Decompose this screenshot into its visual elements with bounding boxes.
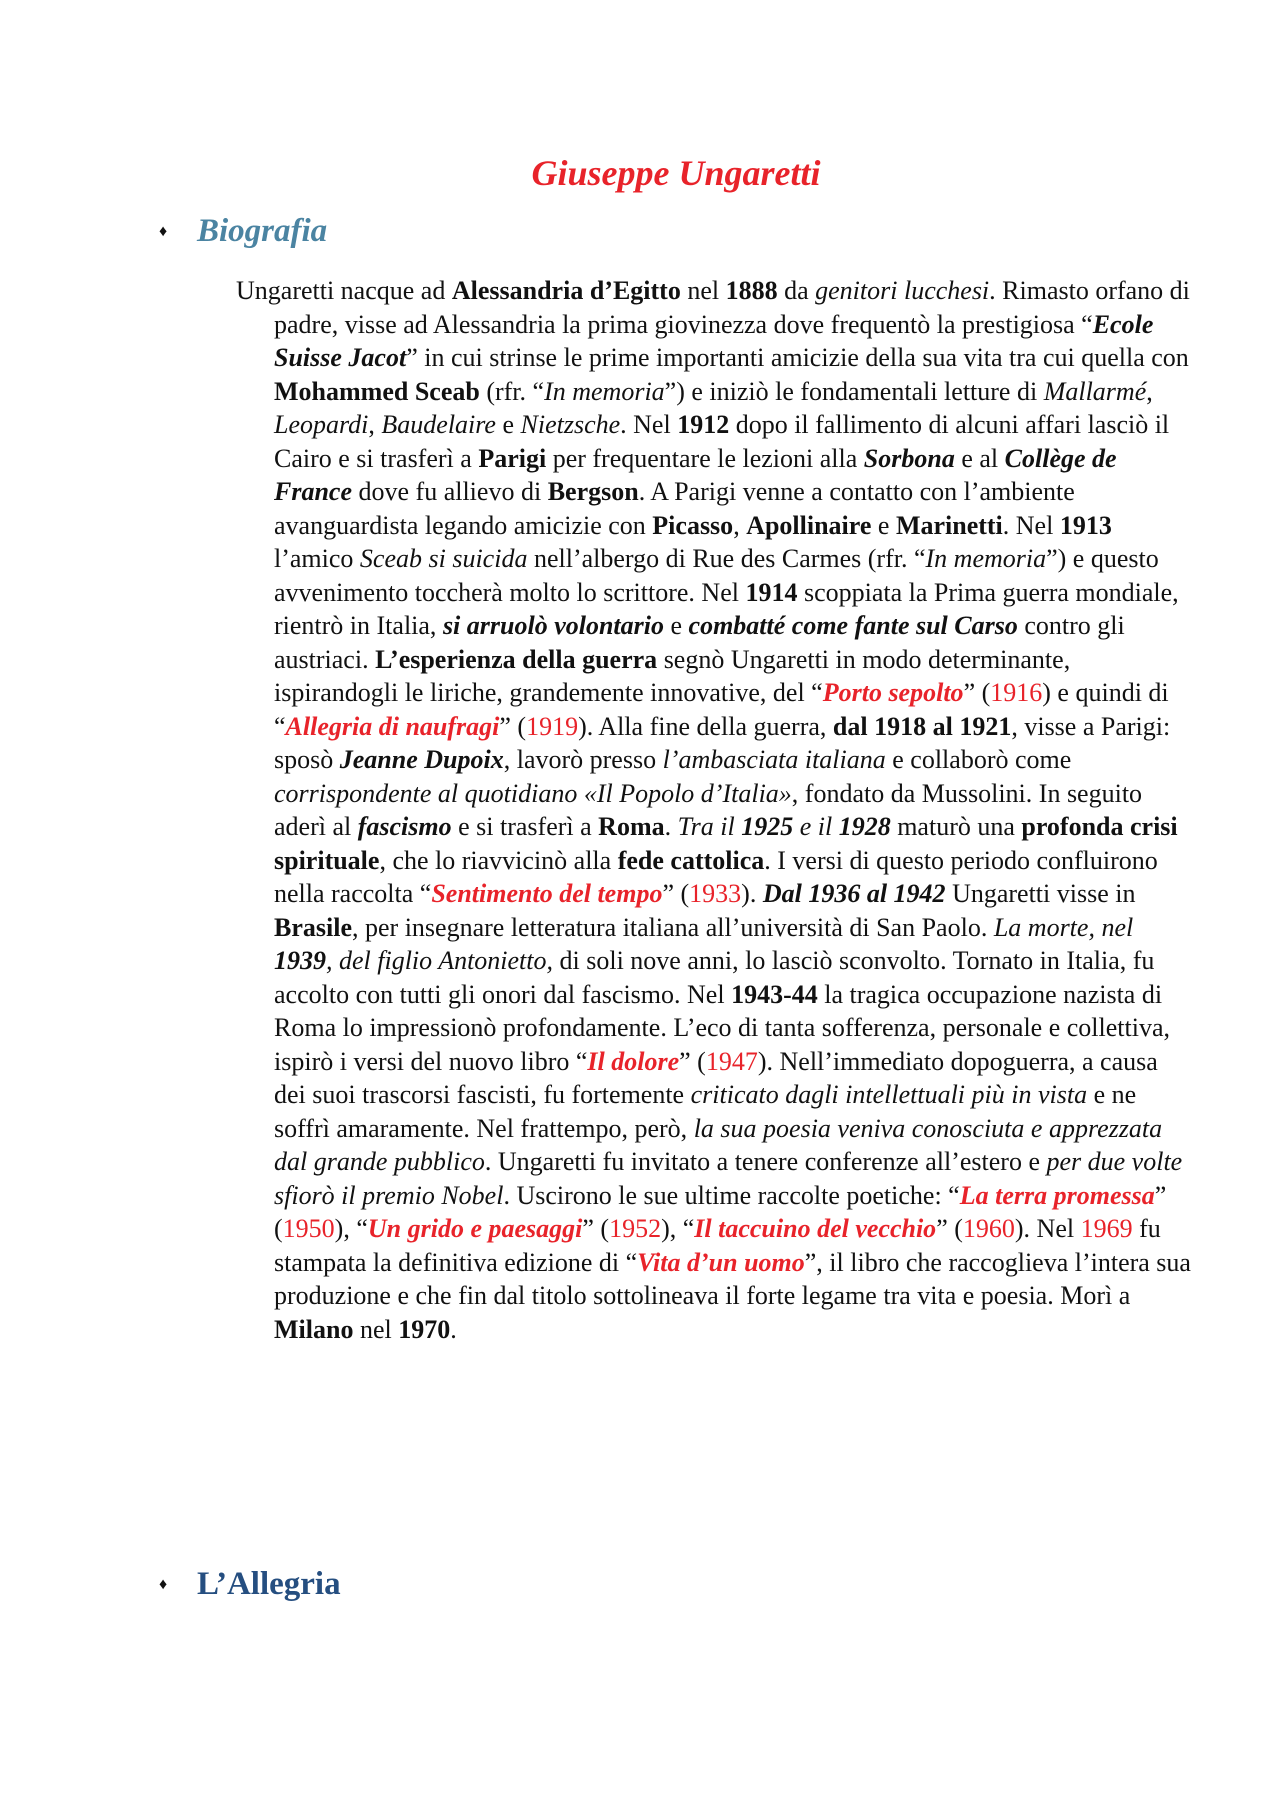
text-run: Bergson [547,477,639,506]
text-run: la sua poesia veniva conosciuta e apprezzata dal grande pubblico [274,1113,1163,1176]
text-run: Collège de France [274,443,1117,506]
text-run: 1888 [725,276,778,305]
text-run: Apollinaire [746,510,872,540]
text-run: Un grido e paesaggi [367,1214,583,1243]
text-run: Vita d’un uomo [637,1247,805,1277]
text-run: per due volte sfiorò il premio Nobel [274,1147,1183,1210]
text-run: Mohammed Sceab [274,376,480,406]
text-run: . [450,1314,457,1344]
text-run: e ne soffrì amaramente. Nel frattempo, però, [274,1080,1137,1143]
text-run: 1916 [990,678,1043,707]
text-run: ). Nel [1014,1214,1081,1243]
text-run: ). Nell’immediato dopoguerra, a causa dei suoi trascorsi fascisti, fu fortemente [274,1046,1158,1109]
text-run: Parigi [478,443,547,473]
text-run: Il dolore [587,1046,680,1076]
text-run: dove fu allievo di [352,477,548,506]
text-run: Tra il [677,812,742,841]
text-run: e al [954,443,1005,473]
text-run: , visse a Parigi: sposò [274,711,1171,774]
text-run: , che lo riavvicinò alla [379,845,618,875]
text-run: 1970 [398,1314,451,1344]
text-run: Roma [598,812,665,841]
text-run: Sorbona [863,443,955,473]
text-run: e si trasferì a [451,812,599,841]
text-run: ” ( [582,1214,610,1243]
text-run: 1969 [1080,1214,1133,1243]
section-heading-biografia [159,213,327,250]
text-run: l’ambasciata italiana [662,745,886,774]
text-run: nell’albergo di Rue des Carmes (rfr. “ [527,544,926,573]
text-run: ). Alla fine della guerra, [578,711,833,741]
text-run: Allegria di naufragi [285,711,500,741]
text-run: ), “ [334,1214,368,1243]
text-run: Jeanne Dupoix [339,745,504,774]
text-run: ” in cui strinse le prime importanti amicizie della sua vita tra cui quella con [406,343,1189,372]
text-run: . Nel [620,410,678,439]
diamond-bullet-icon: ♦ [159,1575,168,1593]
text-run: 1960 [962,1214,1015,1243]
diamond-bullet-icon: ♦ [159,222,168,240]
text-run: ”, il libro che raccoglieva l’intera sua produzione e che fin dal titolo sottolineava il forte legame tra vita e poesia. Morì a [274,1247,1191,1310]
biography-paragraph [236,274,1191,1346]
text-run: In memoria [544,376,665,406]
text-run: ” ( [963,678,991,707]
text-run: (rfr. “ [479,376,545,406]
text-run: fu stampata la definitiva edizione di “ [274,1214,1161,1277]
text-run: 1919 [526,711,579,741]
section-heading-allegria [159,1566,341,1603]
text-run: 1947 [705,1046,758,1076]
text-run: L’esperienza della guerra [375,644,658,674]
text-run: Mallarmé [1043,376,1147,406]
text-run: , [733,510,747,540]
text-run: 1912 [677,410,730,439]
text-run: ”) e iniziò le fondamentali letture di [664,376,1044,406]
text-run: 1925 [741,812,794,841]
text-run: ) e quindi di “ [274,678,1169,741]
text-run: Marinetti [895,510,1003,540]
text-run: nel [680,276,726,305]
text-run: fascismo [357,812,452,841]
text-run: Milano [274,1314,354,1344]
text-run: combatté come fante sul Carso [688,611,1018,640]
text-run: Picasso [652,510,734,540]
text-run: 1914 [745,577,798,607]
text-run: Alessandria d’Egitto [451,276,681,305]
text-run: genitori lucchesi [815,276,990,305]
text-run: 1952 [609,1214,662,1243]
document-title: Giuseppe Ungaretti [531,153,821,193]
text-run: Porto sepolto [822,678,964,707]
text-run: nel [353,1314,399,1344]
text-run: dopo il fallimento di alcuni affari lasciò il Cairo e si trasferì a [274,410,1170,473]
text-run: , [368,410,382,439]
text-run: ” ( [679,1046,706,1076]
text-run: . I versi di questo periodo confluirono nella raccolta “ [274,845,1158,908]
text-run: ”) e questo avvenimento toccherà molto lo scrittore. Nel [274,544,1159,607]
text-run: . Uscirono le sue ultime raccolte poetiche: “ [503,1180,960,1210]
text-run: , lavorò presso [503,745,663,774]
text-run: scoppiata la Prima guerra mondiale, rientrò in Italia, [274,577,1179,640]
text-run: corrispondente al quotidiano «Il Popolo d’Italia» [274,778,792,808]
text-run: dal 1918 al 1921 [832,711,1012,741]
text-run: La terra promessa [959,1180,1155,1210]
text-run: contro gli austriaci. [274,611,1125,674]
text-run: Sentimento del tempo [431,879,663,908]
text-run: Il taccuino del vecchio [694,1214,937,1243]
text-run: si arruolò volontario [442,611,664,640]
text-run: Leopardi [274,410,369,439]
text-run: . Nel [1002,510,1060,540]
text-run: Ecole Suisse Jacot [274,309,1154,372]
text-run: ” ( [274,1180,1167,1243]
text-run: e [495,410,521,439]
text-run: e [664,611,689,640]
text-run: 1939 [274,946,326,975]
text-run: . [664,812,678,841]
text-run: Dal 1936 al 1942 [762,879,946,908]
text-run: Baudelaire [381,410,496,439]
text-run: 1933 [689,879,742,908]
text-run: 1943-44 [731,979,818,1009]
text-run: fede cattolica [617,845,765,875]
text-run: Nietzsche [520,410,621,439]
text-run: La morte, nel [993,912,1134,942]
text-run: , fondato da Mussolini. In seguito aderì al [274,778,1143,841]
text-run: In memoria [925,544,1047,573]
text-run: Ungaretti nacque ad [236,276,452,305]
text-run: . Ungaretti fu invitato a tenere conferenze all’estero e [484,1147,1047,1176]
section-heading-label: Biografia [197,213,328,249]
text-run: 1928 [838,812,891,841]
text-run: profonda crisi spirituale [274,812,1178,875]
text-run: , per insegnare letteratura italiana all’università di San Paolo. [352,912,994,942]
text-run: . Rimasto orfano di padre, visse ad Alessandria la prima giovinezza dove frequentò la prestigiosa “ [274,276,1190,339]
text-run: , [1146,376,1153,406]
section-heading-label: L’Allegria [197,1566,341,1602]
text-run: ” ( [662,879,690,908]
text-run: Ungaretti visse in [945,879,1136,908]
text-run: 1950 [282,1214,335,1243]
text-run: , del figlio Antonietto, [326,946,554,975]
text-run: segnò Ungaretti in modo determinante, ispirandogli le liriche, grandemente innovative, del “ [274,644,1071,707]
text-run: di soli nove anni, lo lasciò sconvolto. Tornato in Italia, fu accolto con tutti gli onori dal fascismo. Nel [274,946,1155,1009]
text-run: Sceab si suicida [359,544,528,573]
text-run: ), “ [661,1214,695,1243]
text-run: ). [741,879,763,908]
text-run: e il [793,812,839,841]
text-run: da [777,276,816,305]
text-run: maturò una [890,812,1022,841]
text-run: e [871,510,896,540]
text-run: la tragica occupazione nazista di Roma lo impressionò profondamente. L’eco di tanta sofferenza, personale e collettiva, ispirò i versi del nuovo libro “ [274,979,1170,1076]
text-run: per frequentare le lezioni alla [546,443,864,473]
text-run: ” ( [499,711,527,741]
text-run: 1913 [1059,510,1112,540]
text-run: . A Parigi venne a contatto con l’ambiente avanguardista legando amicizie con [274,477,1075,540]
text-run: Brasile [274,912,352,942]
text-run: ” ( [936,1214,963,1243]
text-run: criticato dagli intellettuali più in vista [690,1080,1088,1109]
text-run: e collaborò come [885,745,1072,774]
text-run: l’amico [274,544,360,573]
